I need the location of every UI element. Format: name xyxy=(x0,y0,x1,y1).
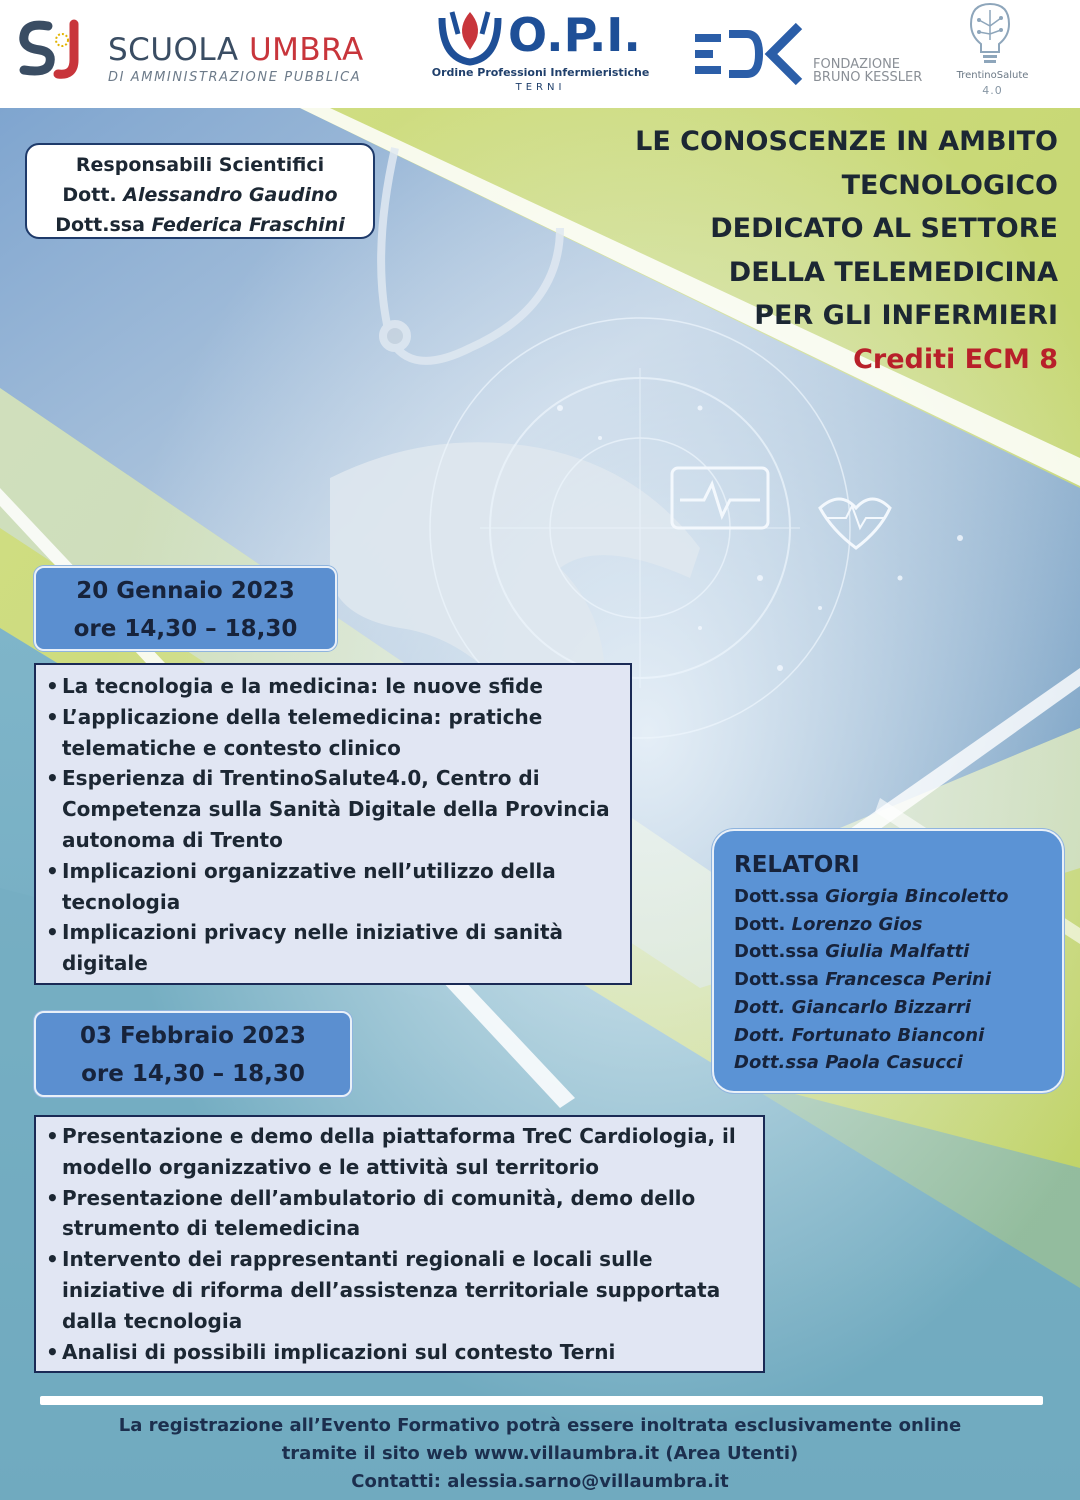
title-line: TECNOLOGICO xyxy=(841,169,1058,201)
relatore-item: Dott.ssa Francesca Perini xyxy=(734,969,991,991)
session2-time: ore 14,30 – 18,30 xyxy=(81,1061,305,1087)
scuola-umbra-logo xyxy=(18,14,388,84)
session2-date-box xyxy=(34,1011,352,1097)
topic-item: • Analisi di possibili implicazioni sul contesto Terni xyxy=(46,1339,616,1364)
relatori-heading: RELATORI xyxy=(734,852,860,878)
fbk-name: FONDAZIONE BRUNO KESSLER xyxy=(813,57,923,85)
topic-item: • L’applicazione della telemedicina: pratiche telematiche e contesto clinico xyxy=(46,704,543,760)
relatori-box xyxy=(712,829,1064,1093)
trentino-salute-name: TrentinoSalute xyxy=(956,70,1029,81)
session1-date: 20 Gennaio 2023 xyxy=(76,578,295,604)
topic-item: • Presentazione e demo della piattaforma TreC Cardiologia, il modello organizzativo e le attività sul territorio xyxy=(46,1124,736,1179)
session2-topic-list xyxy=(46,1121,753,1367)
footer-line-2[interactable]: tramite il sito web www.villaumbra.it (Area Utenti) xyxy=(281,1443,799,1464)
responsabile-item: Dott. Alessandro Gaudino xyxy=(62,184,338,206)
registration-footer xyxy=(0,1412,1080,1496)
topic-item: • Implicazioni organizzative nell’utilizzo della tecnologia xyxy=(46,858,556,914)
topic-item: • La tecnologia e la medicina: le nuove sfide xyxy=(46,674,543,698)
footer-contact[interactable]: Contatti: alessia.sarno@villaumbra.it xyxy=(351,1471,729,1492)
su-subtitle: DI AMMINISTRAZIONE PUBBLICA xyxy=(108,70,362,85)
fbk-logo xyxy=(695,20,935,90)
relatore-item: Dott.ssa Giorgia Bincoletto xyxy=(734,886,1009,907)
relatori-list xyxy=(734,883,1062,1077)
opi-subtitle: Ordine Professioni Infermieristiche xyxy=(431,66,650,79)
trentino-salute-logo xyxy=(945,0,1040,100)
trentino-salute-version: 4.0 xyxy=(982,84,1003,97)
topic-item: • Intervento dei rappresentanti regionali e locali sulle iniziative di riforma dell’assistenza territoriale supportata dalla tecnologia xyxy=(46,1247,721,1333)
opi-logo xyxy=(428,2,653,98)
topic-item: • Presentazione dell’ambulatorio di comunità, demo dello strumento di telemedicina xyxy=(46,1185,696,1241)
responsabili-heading: Responsabili Scientifici xyxy=(75,154,325,176)
title-line: DELLA TELEMEDICINA xyxy=(728,256,1058,288)
session1-topic-list xyxy=(46,671,620,979)
topic-item: • Esperienza di TrentinoSalute4.0, Centro di Competenza sulla Sanità Digitale della Provincia autonoma di Trento xyxy=(46,766,610,852)
logo-header xyxy=(0,0,1080,108)
session1-date-box xyxy=(34,566,337,651)
footer-divider xyxy=(40,1396,1043,1405)
title-line: DEDICATO AL SETTORE xyxy=(710,213,1058,244)
session2-topics-box xyxy=(34,1115,765,1373)
relatore-item: Dott. Giancarlo Bizzarri xyxy=(734,996,971,1018)
relatore-item: Dott. Fortunato Bianconi xyxy=(734,1024,985,1046)
session2-date: 03 Febbraio 2023 xyxy=(80,1023,306,1049)
title-line: LE CONOSCENZE IN AMBITO xyxy=(635,126,1058,157)
opi-city: TERNI xyxy=(515,82,566,93)
relatore-item: Dott. Lorenzo Gios xyxy=(734,913,923,935)
session1-time: ore 14,30 – 18,30 xyxy=(73,616,298,642)
footer-line-1: La registrazione all’Evento Formativo potrà essere inoltrata esclusivamente online xyxy=(118,1415,962,1436)
responsabile-item: Dott.ssa Federica Fraschini xyxy=(55,214,345,236)
relatore-item: Dott.ssa Giulia Malfatti xyxy=(734,941,970,963)
opi-name: O.P.I. xyxy=(508,8,641,62)
session1-topics-box xyxy=(34,663,632,985)
opi-logo-icon xyxy=(434,4,506,66)
responsabili-scientifici-box xyxy=(25,143,375,239)
ecm-credits: Crediti ECM 8 xyxy=(853,343,1058,375)
relatore-item: Dott.ssa Paola Casucci xyxy=(734,1052,963,1074)
title-line: PER GLI INFERMIERI xyxy=(754,300,1058,331)
bulb-circuit-icon xyxy=(965,0,1015,64)
topic-item: • Implicazioni privacy nelle iniziative di sanità digitale xyxy=(46,920,564,976)
event-title xyxy=(498,120,1058,382)
su-name: SCUOLA UMBRA xyxy=(108,32,364,68)
fbk-logo-icon xyxy=(695,20,807,86)
su-logo-icon xyxy=(18,18,100,80)
